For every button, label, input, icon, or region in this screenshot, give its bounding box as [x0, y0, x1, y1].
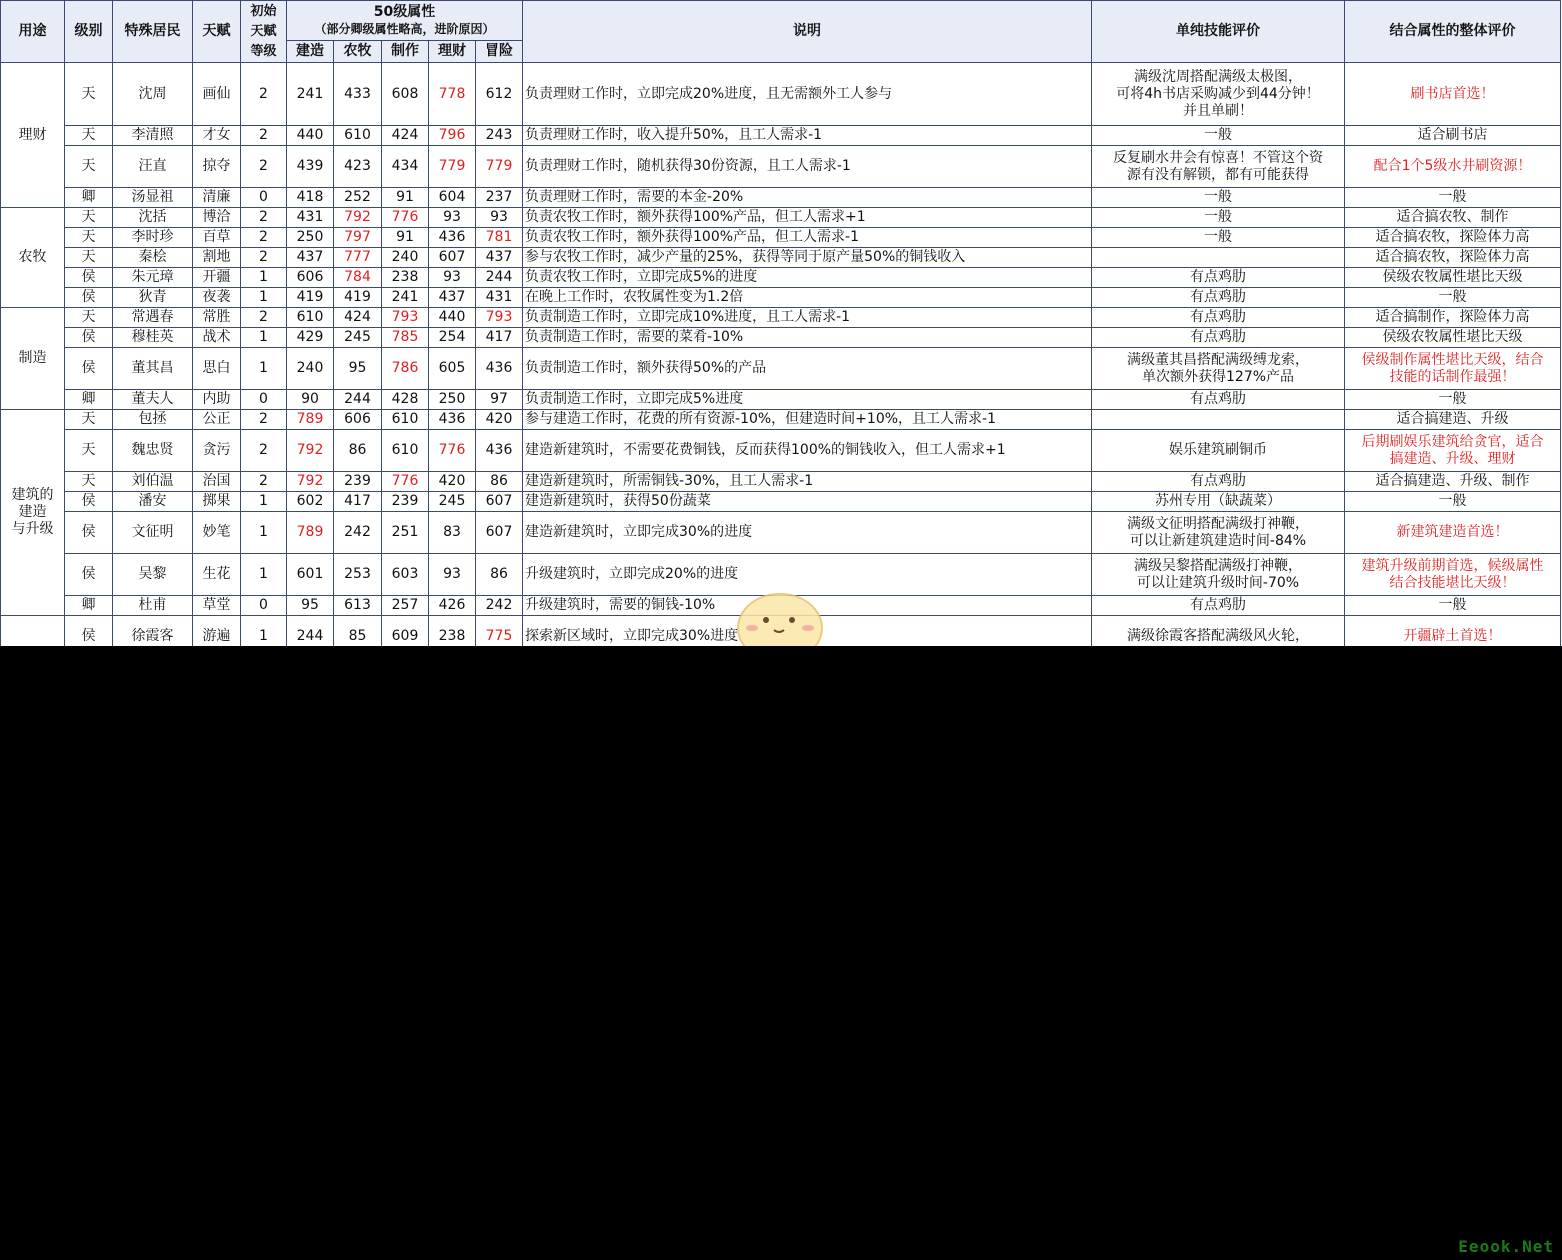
build-value-cell: 95	[287, 596, 334, 616]
resident-name-cell: 穆桂英	[113, 328, 193, 348]
craft-value-cell: 240	[382, 248, 429, 268]
group-use-cell: 制造	[1, 308, 65, 410]
description-cell: 负责理财工作时，随机获得30份资源，且工人需求-1	[523, 146, 1092, 188]
finance-value-cell: 420	[429, 472, 476, 492]
adventure-value-cell: 431	[476, 288, 523, 308]
overall-evaluation-cell: 建筑升级前期首选，候级属性 结合技能堪比天级！	[1345, 554, 1561, 596]
adventure-value-cell: 436	[476, 430, 523, 472]
description-cell: 负责理财工作时，需要的本金-20%	[523, 188, 1092, 208]
skill-evaluation-cell: 有点鸡肋	[1092, 308, 1345, 328]
table-row	[1, 308, 1561, 328]
rank-cell: 卿	[65, 596, 113, 616]
craft-value-cell: 239	[382, 492, 429, 512]
talent-cell: 掷果	[193, 492, 241, 512]
initial-level-cell: 0	[241, 390, 287, 410]
overall-evaluation-cell: 新建筑建造首选！	[1345, 512, 1561, 554]
adventure-value-cell: 237	[476, 188, 523, 208]
talent-cell: 生花	[193, 554, 241, 596]
craft-value-cell: 251	[382, 512, 429, 554]
build-value-cell: 610	[287, 308, 334, 328]
finance-value-cell: 254	[429, 328, 476, 348]
header-talent: 天赋	[193, 1, 241, 63]
build-value-cell: 244	[287, 616, 334, 647]
initial-level-cell: 2	[241, 472, 287, 492]
description-cell: 升级建筑时，需要的铜钱-10%	[523, 596, 1092, 616]
talent-cell: 公正	[193, 410, 241, 430]
adventure-value-cell: 437	[476, 248, 523, 268]
finance-value-cell: 778	[429, 63, 476, 126]
talent-cell: 治国	[193, 472, 241, 492]
talent-cell: 内助	[193, 390, 241, 410]
talent-cell: 妙笔	[193, 512, 241, 554]
adventure-value-cell: 97	[476, 390, 523, 410]
header-craft: 制作	[382, 41, 429, 63]
initial-level-cell: 0	[241, 596, 287, 616]
farm-value-cell: 610	[334, 126, 382, 146]
talent-cell: 战术	[193, 328, 241, 348]
farm-value-cell: 244	[334, 390, 382, 410]
rank-cell: 侯	[65, 288, 113, 308]
initial-level-cell: 2	[241, 146, 287, 188]
header-level50-attributes	[287, 1, 523, 41]
build-value-cell: 250	[287, 228, 334, 248]
craft-value-cell: 776	[382, 208, 429, 228]
rank-cell: 侯	[65, 268, 113, 288]
adventure-value-cell: 781	[476, 228, 523, 248]
craft-value-cell: 609	[382, 616, 429, 647]
skill-evaluation-cell: 娱乐建筑刷铜币	[1092, 430, 1345, 472]
resident-name-cell: 刘伯温	[113, 472, 193, 492]
rank-cell: 侯	[65, 554, 113, 596]
table-row	[1, 328, 1561, 348]
adventure-value-cell: 242	[476, 596, 523, 616]
site-watermark: Eeook.Net	[1458, 1237, 1554, 1256]
talent-cell: 才女	[193, 126, 241, 146]
table-row	[1, 472, 1561, 492]
finance-value-cell: 93	[429, 554, 476, 596]
overall-evaluation-cell: 适合搞建造、升级	[1345, 410, 1561, 430]
initial-level-cell: 2	[241, 208, 287, 228]
initial-level-cell: 1	[241, 268, 287, 288]
initial-level-cell: 2	[241, 63, 287, 126]
finance-value-cell: 605	[429, 348, 476, 390]
initial-level-cell: 1	[241, 348, 287, 390]
farm-value-cell: 424	[334, 308, 382, 328]
resident-name-cell: 魏忠贤	[113, 430, 193, 472]
table-row	[1, 126, 1561, 146]
description-cell: 负责农牧工作时，额外获得100%产品，但工人需求-1	[523, 228, 1092, 248]
overall-evaluation-cell: 一般	[1345, 596, 1561, 616]
table-row	[1, 228, 1561, 248]
overall-evaluation-cell: 适合刷书店	[1345, 126, 1561, 146]
talent-cell: 开疆	[193, 268, 241, 288]
adventure-value-cell: 436	[476, 348, 523, 390]
finance-value-cell: 440	[429, 308, 476, 328]
finance-value-cell: 436	[429, 228, 476, 248]
description-cell: 升级建筑时，立即完成20%的进度	[523, 554, 1092, 596]
talent-cell: 博洽	[193, 208, 241, 228]
description-cell: 负责理财工作时，立即完成20%进度，且无需额外工人参与	[523, 63, 1092, 126]
craft-value-cell: 428	[382, 390, 429, 410]
finance-value-cell: 93	[429, 268, 476, 288]
round-cartoon-mascot-icon	[732, 586, 832, 646]
skill-evaluation-cell: 有点鸡肋	[1092, 596, 1345, 616]
overall-evaluation-cell: 侯级农牧属性堪比天级	[1345, 328, 1561, 348]
table-row	[1, 410, 1561, 430]
talent-cell: 割地	[193, 248, 241, 268]
finance-value-cell: 796	[429, 126, 476, 146]
skill-evaluation-cell: 有点鸡肋	[1092, 328, 1345, 348]
talent-cell: 常胜	[193, 308, 241, 328]
craft-value-cell: 424	[382, 126, 429, 146]
rank-cell: 侯	[65, 348, 113, 390]
farm-value-cell: 606	[334, 410, 382, 430]
overall-evaluation-cell: 刷书店首选！	[1345, 63, 1561, 126]
farm-value-cell: 433	[334, 63, 382, 126]
initial-level-cell: 1	[241, 616, 287, 647]
table-row	[1, 268, 1561, 288]
resident-name-cell: 沈括	[113, 208, 193, 228]
overall-evaluation-cell: 一般	[1345, 288, 1561, 308]
talent-cell: 贪污	[193, 430, 241, 472]
initial-level-cell: 1	[241, 554, 287, 596]
skill-evaluation-cell: 一般	[1092, 126, 1345, 146]
farm-value-cell: 792	[334, 208, 382, 228]
resident-name-cell: 徐霞客	[113, 616, 193, 647]
resident-name-cell: 李时珍	[113, 228, 193, 248]
rank-cell: 卿	[65, 390, 113, 410]
table-row	[1, 248, 1561, 268]
talent-cell: 游遍	[193, 616, 241, 647]
rank-cell: 天	[65, 126, 113, 146]
resident-name-cell: 文征明	[113, 512, 193, 554]
talent-cell: 百草	[193, 228, 241, 248]
farm-value-cell: 245	[334, 328, 382, 348]
adventure-value-cell: 607	[476, 512, 523, 554]
adventure-value-cell: 93	[476, 208, 523, 228]
overall-evaluation-cell: 配合1个5级水井刷资源！	[1345, 146, 1561, 188]
craft-value-cell: 603	[382, 554, 429, 596]
description-cell: 在晚上工作时，农牧属性变为1.2倍	[523, 288, 1092, 308]
description-cell: 负责制造工作时，需要的菜肴-10%	[523, 328, 1092, 348]
initial-level-cell: 2	[241, 430, 287, 472]
header-overall-evaluation: 结合属性的整体评价	[1345, 1, 1561, 63]
skill-evaluation-cell: 有点鸡肋	[1092, 472, 1345, 492]
build-value-cell: 437	[287, 248, 334, 268]
adventure-value-cell: 612	[476, 63, 523, 126]
description-cell: 负责制造工作时，额外获得50%的产品	[523, 348, 1092, 390]
skill-evaluation-cell: 满级董其昌搭配满级缚龙索， 单次额外获得127%产品	[1092, 348, 1345, 390]
finance-value-cell: 250	[429, 390, 476, 410]
craft-value-cell: 785	[382, 328, 429, 348]
finance-value-cell: 238	[429, 616, 476, 647]
resident-name-cell: 吴黎	[113, 554, 193, 596]
resident-name-cell: 常遇春	[113, 308, 193, 328]
overall-evaluation-cell: 适合搞农牧，探险体力高	[1345, 248, 1561, 268]
resident-name-cell: 汪直	[113, 146, 193, 188]
build-value-cell: 439	[287, 146, 334, 188]
rank-cell: 侯	[65, 328, 113, 348]
overall-evaluation-cell: 后期刷娱乐建筑给贪官，适合 搞建造、升级、理财	[1345, 430, 1561, 472]
rank-cell: 天	[65, 146, 113, 188]
description-cell: 负责制造工作时，立即完成10%进度，且工人需求-1	[523, 308, 1092, 328]
farm-value-cell: 85	[334, 616, 382, 647]
table-row	[1, 63, 1561, 126]
description-cell: 建造新建筑时，获得50份蔬菜	[523, 492, 1092, 512]
farm-value-cell: 417	[334, 492, 382, 512]
table-row	[1, 288, 1561, 308]
talent-cell: 清廉	[193, 188, 241, 208]
description-cell: 探索新区域时，立即完成30%进度	[523, 616, 1092, 647]
rank-cell: 天	[65, 410, 113, 430]
header-finance: 理财	[429, 41, 476, 63]
finance-value-cell: 83	[429, 512, 476, 554]
initial-level-cell: 1	[241, 512, 287, 554]
skill-evaluation-cell: 有点鸡肋	[1092, 288, 1345, 308]
description-cell: 负责制造工作时，立即完成5%进度	[523, 390, 1092, 410]
adventure-value-cell: 779	[476, 146, 523, 188]
skill-evaluation-cell: 有点鸡肋	[1092, 268, 1345, 288]
table-row	[1, 430, 1561, 472]
adventure-value-cell: 420	[476, 410, 523, 430]
build-value-cell: 240	[287, 348, 334, 390]
build-value-cell: 418	[287, 188, 334, 208]
build-value-cell: 602	[287, 492, 334, 512]
finance-value-cell: 607	[429, 248, 476, 268]
build-value-cell: 792	[287, 430, 334, 472]
finance-value-cell: 779	[429, 146, 476, 188]
header-special-resident: 特殊居民	[113, 1, 193, 63]
initial-level-cell: 1	[241, 328, 287, 348]
farm-value-cell: 242	[334, 512, 382, 554]
craft-value-cell: 241	[382, 288, 429, 308]
initial-level-cell: 0	[241, 188, 287, 208]
finance-value-cell: 245	[429, 492, 476, 512]
finance-value-cell: 436	[429, 410, 476, 430]
overall-evaluation-cell: 一般	[1345, 390, 1561, 410]
skill-evaluation-cell: 反复刷水井会有惊喜！不管这个资 源有没有解锁，都有可能获得	[1092, 146, 1345, 188]
rank-cell: 侯	[65, 616, 113, 647]
description-cell: 负责农牧工作时，立即完成5%的进度	[523, 268, 1092, 288]
finance-value-cell: 426	[429, 596, 476, 616]
finance-value-cell: 93	[429, 208, 476, 228]
adventure-value-cell: 775	[476, 616, 523, 647]
skill-evaluation-cell: 一般	[1092, 208, 1345, 228]
resident-name-cell: 朱元璋	[113, 268, 193, 288]
overall-evaluation-cell: 一般	[1345, 492, 1561, 512]
build-value-cell: 789	[287, 512, 334, 554]
overall-evaluation-cell: 适合搞建造、升级、制作	[1345, 472, 1561, 492]
overall-evaluation-cell: 侯级制作属性堪比天级，结合 技能的话制作最强！	[1345, 348, 1561, 390]
table-row	[1, 146, 1561, 188]
farm-value-cell: 253	[334, 554, 382, 596]
table-row	[1, 390, 1561, 410]
group-use-cell	[1, 616, 65, 647]
header-skill-evaluation: 单纯技能评价	[1092, 1, 1345, 63]
description-cell: 建造新建筑时，所需铜钱-30%，且工人需求-1	[523, 472, 1092, 492]
build-value-cell: 601	[287, 554, 334, 596]
farm-value-cell: 797	[334, 228, 382, 248]
skill-evaluation-cell: 满级徐霞客搭配满级风火轮，	[1092, 616, 1345, 647]
skill-evaluation-cell: 满级吴黎搭配满级打神鞭， 可以让建筑升级时间-70%	[1092, 554, 1345, 596]
craft-value-cell: 91	[382, 228, 429, 248]
skill-evaluation-cell: 有点鸡肋	[1092, 390, 1345, 410]
skill-evaluation-cell: 苏州专用（缺蔬菜）	[1092, 492, 1345, 512]
description-cell: 建造新建筑时，不需要花费铜钱，反而获得100%的铜钱收入，但工人需求+1	[523, 430, 1092, 472]
group-use-cell: 农牧	[1, 208, 65, 308]
build-value-cell: 440	[287, 126, 334, 146]
resident-name-cell: 包拯	[113, 410, 193, 430]
header-build: 建造	[287, 41, 334, 63]
talent-cell: 夜袭	[193, 288, 241, 308]
farm-value-cell: 423	[334, 146, 382, 188]
build-value-cell: 789	[287, 410, 334, 430]
craft-value-cell: 257	[382, 596, 429, 616]
build-value-cell: 241	[287, 63, 334, 126]
farm-value-cell: 252	[334, 188, 382, 208]
talent-cell: 思白	[193, 348, 241, 390]
skill-evaluation-cell	[1092, 410, 1345, 430]
initial-level-cell: 1	[241, 288, 287, 308]
table-row	[1, 348, 1561, 390]
overall-evaluation-cell: 适合搞制作，探险体力高	[1345, 308, 1561, 328]
table-row	[1, 512, 1561, 554]
adventure-value-cell: 243	[476, 126, 523, 146]
header-initial-talent-level: 初始 天赋 等级	[241, 1, 287, 63]
header-description: 说明	[523, 1, 1092, 63]
description-cell: 负责理财工作时，收入提升50%，且工人需求-1	[523, 126, 1092, 146]
overall-evaluation-cell: 一般	[1345, 188, 1561, 208]
farm-value-cell: 777	[334, 248, 382, 268]
resident-name-cell: 狄青	[113, 288, 193, 308]
attributes-title: 50级属性	[373, 3, 436, 20]
craft-value-cell: 610	[382, 430, 429, 472]
finance-value-cell: 604	[429, 188, 476, 208]
description-cell: 参与农牧工作时，减少产量的25%，获得等同于原产量50%的铜钱收入	[523, 248, 1092, 268]
resident-name-cell: 秦桧	[113, 248, 193, 268]
skill-evaluation-cell	[1092, 248, 1345, 268]
skill-evaluation-cell: 满级文征明搭配满级打神鞭， 可以让新建筑建造时间-84%	[1092, 512, 1345, 554]
build-value-cell: 90	[287, 390, 334, 410]
resident-name-cell: 杜甫	[113, 596, 193, 616]
rank-cell: 天	[65, 430, 113, 472]
adventure-value-cell: 793	[476, 308, 523, 328]
talent-cell: 掠夺	[193, 146, 241, 188]
craft-value-cell: 793	[382, 308, 429, 328]
craft-value-cell: 786	[382, 348, 429, 390]
resident-name-cell: 沈周	[113, 63, 193, 126]
initial-level-cell: 2	[241, 308, 287, 328]
craft-value-cell: 434	[382, 146, 429, 188]
initial-level-cell: 1	[241, 492, 287, 512]
overall-evaluation-cell: 适合搞农牧，探险体力高	[1345, 228, 1561, 248]
build-value-cell: 792	[287, 472, 334, 492]
rank-cell: 天	[65, 472, 113, 492]
header-use: 用途	[1, 1, 65, 63]
rank-cell: 天	[65, 63, 113, 126]
farm-value-cell: 419	[334, 288, 382, 308]
adventure-value-cell: 607	[476, 492, 523, 512]
header-adventure: 冒险	[476, 41, 523, 63]
rank-cell: 天	[65, 228, 113, 248]
talent-cell: 草堂	[193, 596, 241, 616]
attributes-note: （部分卿级属性略高，进阶原因）	[314, 21, 495, 36]
rank-cell: 天	[65, 308, 113, 328]
skill-evaluation-cell: 一般	[1092, 188, 1345, 208]
adventure-value-cell: 244	[476, 268, 523, 288]
overall-evaluation-cell: 适合搞农牧、制作	[1345, 208, 1561, 228]
resident-name-cell: 董夫人	[113, 390, 193, 410]
table-row	[1, 208, 1561, 228]
craft-value-cell: 608	[382, 63, 429, 126]
rank-cell: 天	[65, 208, 113, 228]
table-row	[1, 492, 1561, 512]
resident-name-cell: 汤显祖	[113, 188, 193, 208]
craft-value-cell: 610	[382, 410, 429, 430]
header-rank: 级别	[65, 1, 113, 63]
rank-cell: 侯	[65, 512, 113, 554]
rank-cell: 天	[65, 248, 113, 268]
adventure-value-cell: 86	[476, 554, 523, 596]
farm-value-cell: 95	[334, 348, 382, 390]
resident-name-cell: 李清照	[113, 126, 193, 146]
talent-cell: 画仙	[193, 63, 241, 126]
craft-value-cell: 238	[382, 268, 429, 288]
description-cell: 参与建造工作时，花费的所有资源-10%，但建造时间+10%，且工人需求-1	[523, 410, 1092, 430]
adventure-value-cell: 417	[476, 328, 523, 348]
farm-value-cell: 239	[334, 472, 382, 492]
farm-value-cell: 86	[334, 430, 382, 472]
initial-level-cell: 2	[241, 410, 287, 430]
craft-value-cell: 776	[382, 472, 429, 492]
initial-level-cell: 2	[241, 126, 287, 146]
skill-evaluation-cell: 满级沈周搭配满级太极图， 可将4h书店采购减少到44分钟！ 并且单刷！	[1092, 63, 1345, 126]
resident-name-cell: 潘安	[113, 492, 193, 512]
rank-cell: 侯	[65, 492, 113, 512]
build-value-cell: 431	[287, 208, 334, 228]
rank-cell: 卿	[65, 188, 113, 208]
build-value-cell: 429	[287, 328, 334, 348]
build-value-cell: 606	[287, 268, 334, 288]
farm-value-cell: 784	[334, 268, 382, 288]
craft-value-cell: 91	[382, 188, 429, 208]
description-cell: 建造新建筑时，立即完成30%的进度	[523, 512, 1092, 554]
overall-evaluation-cell: 侯级农牧属性堪比天级	[1345, 268, 1561, 288]
initial-level-cell: 2	[241, 228, 287, 248]
table-row	[1, 188, 1561, 208]
initial-level-cell: 2	[241, 248, 287, 268]
overall-evaluation-cell: 开疆辟土首选！	[1345, 616, 1561, 647]
group-use-cell: 理财	[1, 63, 65, 208]
group-use-cell: 建筑的 建造 与升级	[1, 410, 65, 616]
finance-value-cell: 776	[429, 430, 476, 472]
description-cell: 负责农牧工作时，额外获得100%产品，但工人需求+1	[523, 208, 1092, 228]
build-value-cell: 419	[287, 288, 334, 308]
finance-value-cell: 437	[429, 288, 476, 308]
adventure-value-cell: 86	[476, 472, 523, 492]
resident-name-cell: 董其昌	[113, 348, 193, 390]
skill-evaluation-cell: 一般	[1092, 228, 1345, 248]
farm-value-cell: 613	[334, 596, 382, 616]
header-farm: 农牧	[334, 41, 382, 63]
